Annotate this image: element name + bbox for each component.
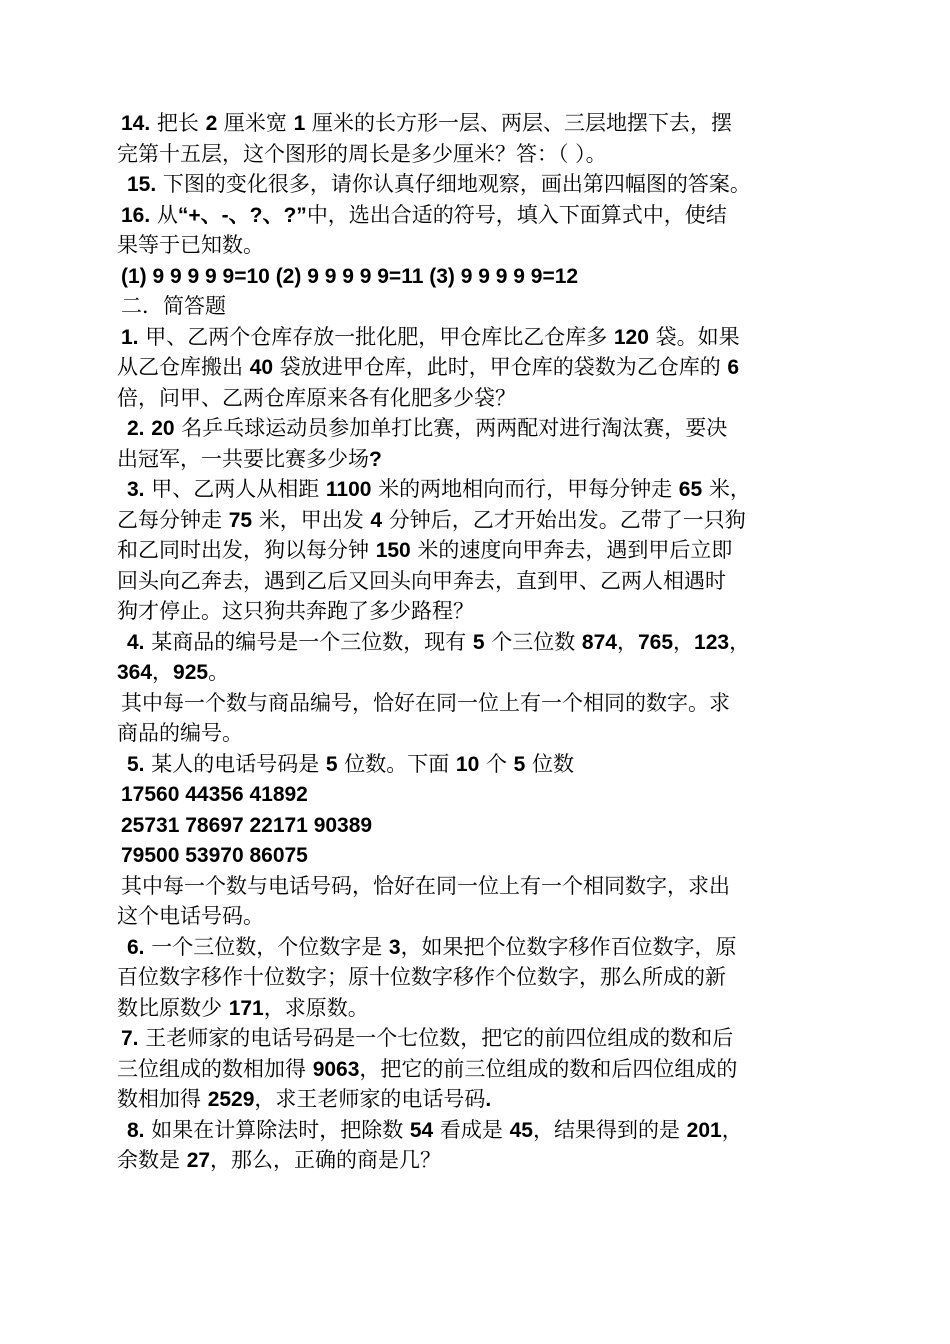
text-line xyxy=(115,871,855,902)
text-line xyxy=(115,383,855,414)
text-line xyxy=(115,627,855,658)
text-line xyxy=(115,962,855,993)
text-run: 一个三位数，个位数字是 xyxy=(144,934,389,959)
text-run: ，结果得到的是 xyxy=(532,1117,687,1142)
bold-text-run: 40 xyxy=(249,356,274,379)
text-run: 袋。如果 xyxy=(648,324,740,349)
bold-text-run: (1) 9 9 9 9 9=10 (2) 9 9 9 9 9=11 (3) 9 9 9 9 9=12 xyxy=(121,264,579,288)
bold-text-run: 14. xyxy=(121,112,151,135)
bold-text-run: 765 xyxy=(637,630,674,654)
bold-text-run: 20 xyxy=(151,417,175,440)
bold-text-run: 4. xyxy=(127,630,145,654)
text-run: 袋放进甲仓库，此时，甲仓库的袋数为乙仓库的 xyxy=(273,355,728,379)
text-run: 果等于已知数。 xyxy=(117,233,264,257)
text-line xyxy=(115,1084,855,1115)
text-run: 狗才停止。这只狗共奔跑了多少路程？ xyxy=(117,599,474,623)
bold-text-run: 3. xyxy=(127,478,145,501)
bold-text-run: 874 xyxy=(581,630,617,654)
text-line xyxy=(115,1145,855,1176)
bold-text-run: 8. xyxy=(127,1118,145,1142)
text-run: 厘米的长方形一层、两层、三层地摆下去，摆 xyxy=(305,111,732,135)
text-run: ，那么，正确的商是几？ xyxy=(210,1148,442,1172)
text-run: 位数 xyxy=(525,751,575,776)
text-run: 其中每一个数与电话号码，恰好在同一位上有一个相同数字，求出 xyxy=(121,873,730,898)
text-line xyxy=(115,444,855,475)
text-run: 名乒乓球运动员参加单打比赛，两两配对进行淘汰赛，要决 xyxy=(174,416,728,440)
bold-text-run: 65 xyxy=(678,478,703,501)
text-line xyxy=(115,566,855,597)
text-line xyxy=(115,901,855,932)
bold-text-run: 5. xyxy=(127,752,145,776)
text-line xyxy=(115,1115,855,1146)
text-run: 某商品的编号是一个三位数，现有 xyxy=(144,629,473,654)
text-run: 米的速度向甲奔去，遇到甲后立即 xyxy=(410,538,733,562)
bold-text-run: 364 xyxy=(117,661,153,684)
bold-text-run: 3 xyxy=(388,935,401,959)
bold-text-run: 17560 44356 41892 xyxy=(121,783,308,806)
text-run: 某人的电话号码是 xyxy=(144,751,326,776)
text-run: 个 xyxy=(479,751,514,776)
bold-text-run: 7. xyxy=(121,1027,139,1050)
text-run: 百位数字移作十位数字；原十位数字移作个位数字，那么所成的新 xyxy=(117,965,726,989)
text-run: 余数是 xyxy=(117,1148,187,1172)
text-run: 出冠军，一共要比赛多少场 xyxy=(117,446,369,471)
text-line xyxy=(115,230,855,261)
bold-text-run: 1100 xyxy=(325,478,372,501)
document-page xyxy=(115,108,855,1176)
text-run: ， xyxy=(673,629,695,654)
text-line xyxy=(115,657,855,688)
text-line xyxy=(115,352,855,383)
text-run: 王老师家的电话号码是一个七位数，把它的前四位组成的数和后 xyxy=(138,1026,734,1050)
text-run: 甲、乙两人从相距 xyxy=(144,477,326,501)
bold-text-run: 75 xyxy=(228,508,253,532)
text-run: 这个电话号码。 xyxy=(117,904,264,928)
text-run: 数比原数少 xyxy=(117,995,229,1020)
bold-text-run: 1. xyxy=(121,325,139,349)
bold-text-run: ? xyxy=(369,447,382,471)
text-run: ，求王老师家的电话号码 xyxy=(254,1087,486,1111)
bold-text-run: 9063 xyxy=(312,1057,360,1081)
text-line xyxy=(115,932,855,963)
text-line xyxy=(115,261,855,292)
text-run: 米的两地相向而行，甲每分钟走 xyxy=(371,477,679,501)
bold-text-run: 79500 53970 86075 xyxy=(121,844,308,867)
bold-text-run: 171 xyxy=(228,996,264,1020)
bold-text-run: 6 xyxy=(727,356,740,379)
bold-text-run: 201 xyxy=(686,1118,722,1142)
text-line xyxy=(115,779,855,810)
text-line xyxy=(115,322,855,353)
bold-text-run: 10 xyxy=(455,752,480,776)
text-run: 把长 xyxy=(150,111,206,135)
text-run: 和乙同时出发，狗以每分钟 xyxy=(117,538,376,562)
text-run: 乙每分钟走 xyxy=(117,507,229,532)
text-run: ，求原数。 xyxy=(263,995,369,1020)
text-run: ，把它的前三位组成的数和后四位组成的 xyxy=(359,1056,738,1081)
text-line xyxy=(115,505,855,536)
text-run: 米，甲出发 xyxy=(252,507,371,532)
text-run: 看成是 xyxy=(433,1117,510,1142)
text-run: 中，选出合适的符号，填入下面算式中，使结 xyxy=(306,202,727,227)
bold-text-run: 16. xyxy=(121,203,151,227)
text-run: ， xyxy=(729,629,751,654)
text-run: 米， xyxy=(702,477,751,501)
text-line xyxy=(115,840,855,871)
text-run: 商品的编号。 xyxy=(117,721,243,745)
text-run: 厘米宽 xyxy=(217,111,294,135)
text-run: ， xyxy=(616,629,638,654)
bold-text-run: 5 xyxy=(513,752,526,776)
text-run: 回头向乙奔去，遇到乙后又回头向甲奔去，直到甲、乙两人相遇时 xyxy=(117,568,726,593)
text-line xyxy=(115,749,855,780)
bold-text-run: 123 xyxy=(694,630,730,654)
text-line xyxy=(115,718,855,749)
text-line xyxy=(115,169,855,200)
bold-text-run: . xyxy=(485,1088,492,1111)
bold-text-run: 45 xyxy=(509,1118,533,1142)
text-run: 其中每一个数与商品编号，恰好在同一位上有一个相同的数字。求 xyxy=(121,690,730,715)
bold-text-run: 27 xyxy=(186,1149,211,1172)
bold-text-run: 150 xyxy=(375,539,411,562)
bold-text-run: 6. xyxy=(127,935,145,959)
text-line xyxy=(115,535,855,566)
text-run: ， xyxy=(721,1117,743,1142)
text-line xyxy=(115,413,855,444)
text-line xyxy=(115,993,855,1024)
text-run: 个三位数 xyxy=(484,629,582,654)
text-line xyxy=(115,291,855,322)
text-line xyxy=(115,139,855,170)
bold-text-run: 2529 xyxy=(207,1088,255,1111)
text-line xyxy=(115,810,855,841)
bold-text-run: 2. xyxy=(127,417,145,440)
text-run: 二．简答题 xyxy=(121,294,226,318)
text-line xyxy=(115,1054,855,1085)
text-line xyxy=(115,108,855,139)
text-line xyxy=(115,596,855,627)
text-run: 倍，问甲、乙两仓库原来各有化肥多少袋？ xyxy=(117,385,516,410)
text-run: 下图的变化很多，请你认真仔细地观察，画出第四幅图的答案。 xyxy=(156,172,751,196)
bold-text-run: 5 xyxy=(472,630,485,654)
text-line xyxy=(115,200,855,231)
text-run: 分钟后，乙才开始出发。乙带了一只狗 xyxy=(382,507,746,532)
bold-text-run: 925 xyxy=(173,661,209,684)
bold-text-run: 4 xyxy=(370,508,383,532)
text-run: 从乙仓库搬出 xyxy=(117,355,250,379)
text-line xyxy=(115,474,855,505)
text-run: 完第十五层，这个图形的周长是多少厘米？答：（ ）。 xyxy=(117,141,607,166)
text-run: 数相加得 xyxy=(117,1087,208,1111)
text-run: 甲、乙两个仓库存放一批化肥，甲仓库比乙仓库多 xyxy=(138,324,614,349)
text-line xyxy=(115,1023,855,1054)
text-run: ， xyxy=(152,660,174,684)
bold-text-run: 54 xyxy=(409,1118,434,1142)
text-run: ，如果把个位数字移作百位数字，原 xyxy=(400,934,737,959)
bold-text-run: 2 xyxy=(205,112,218,135)
bold-text-run: 120 xyxy=(613,325,649,349)
text-run: 。 xyxy=(208,660,230,684)
bold-text-run: “+、-、?、?” xyxy=(177,203,307,227)
bold-text-run: 1 xyxy=(293,112,306,135)
bold-text-run: 5 xyxy=(325,752,338,776)
text-line xyxy=(115,688,855,719)
text-run: 三位组成的数相加得 xyxy=(117,1056,313,1081)
text-run: 从 xyxy=(150,202,178,227)
text-run: 如果在计算除法时，把除数 xyxy=(144,1117,410,1142)
bold-text-run: 15. xyxy=(127,173,157,196)
text-run: 位数。下面 xyxy=(337,751,456,776)
bold-text-run: 25731 78697 22171 90389 xyxy=(121,813,373,837)
